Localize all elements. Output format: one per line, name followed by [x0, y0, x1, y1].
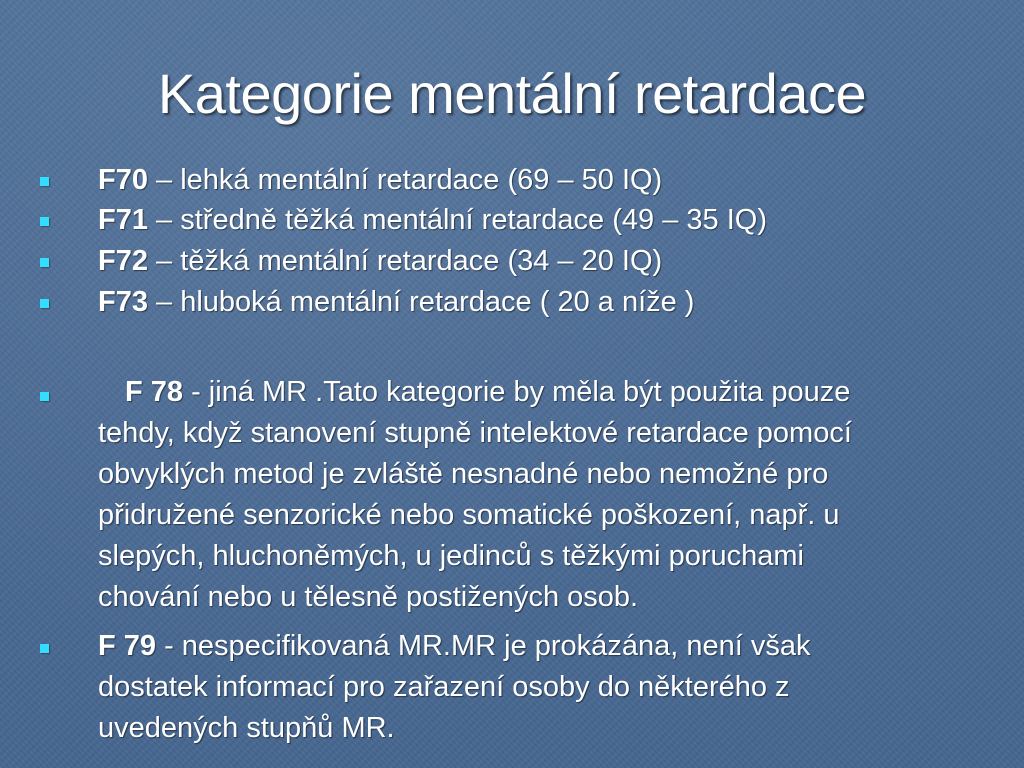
diagnosis-description: – hluboká mentální retardace ( 20 a níže ) [147, 286, 695, 318]
diagnosis-code: F70 [98, 164, 148, 196]
square-bullet-icon [40, 644, 49, 653]
square-bullet-icon [40, 299, 49, 308]
text-line: přidružené senzorické nebo somatické poškození, např. u [98, 499, 840, 531]
diagnosis-code: F71 [98, 204, 148, 236]
list-item-text [98, 626, 998, 749]
slide-title: Kategorie mentální retardace [157, 62, 867, 125]
diagnosis-description: - nespecifikovaná MR.MR je prokázána, není však [156, 630, 811, 662]
text-line: dostatek informací pro zařazení osoby do některého z [98, 671, 790, 703]
text-line: slepých, hluchoněmých, u jedinců s těžkými poruchami [98, 540, 804, 572]
text-line: tehdy, když stanovení stupně intelektové retardace pomocí [98, 417, 852, 449]
diagnosis-description: – středně těžká mentální retardace (49 – 35 IQ) [147, 204, 767, 236]
diagnosis-code: F 78 [125, 376, 184, 408]
square-bullet-icon [40, 217, 49, 226]
diagnosis-code: F73 [98, 286, 148, 318]
list-item-text [98, 241, 998, 282]
text-line [98, 372, 998, 413]
list-item-text [98, 160, 998, 201]
diagnosis-code: F72 [98, 245, 148, 277]
diagnosis-description: – těžká mentální retardace (34 – 20 IQ) [147, 245, 663, 277]
text-line [98, 626, 998, 667]
text-line: chování nebo u tělesně postižených osob. [98, 581, 639, 613]
list-item-text [98, 200, 998, 241]
list-item-text [98, 372, 998, 618]
diagnosis-description: – lehká mentální retardace (69 – 50 IQ) [147, 164, 663, 196]
square-bullet-icon [40, 177, 49, 186]
text-line: obvyklých metod je zvláště nesnadné nebo nemožné pro [98, 458, 829, 490]
square-bullet-icon [40, 258, 49, 267]
text-line: uvedených stupňů MR. [98, 712, 395, 744]
diagnosis-description: - jiná MR .Tato kategorie by měla být použita pouze [183, 376, 851, 408]
list-item-text [98, 282, 998, 323]
diagnosis-code: F 79 [98, 630, 157, 662]
square-bullet-icon [40, 392, 49, 401]
